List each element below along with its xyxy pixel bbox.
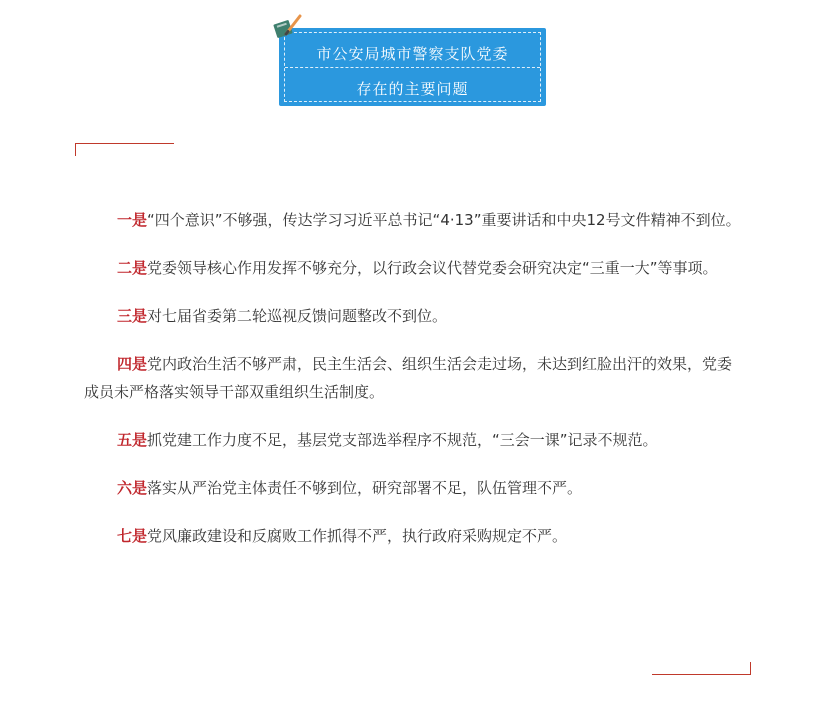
page-subtitle: 存在的主要问题 [356,80,469,98]
item-lead: 五是 [117,431,148,449]
item-text: 党委领导核心作用发挥不够充分，以行政会议代替党委会研究决定“三重一大”等事项。 [147,259,718,277]
page-title: 市公安局城市警察支队党委 [316,45,509,63]
list-item [84,426,744,454]
item-lead: 三是 [117,307,148,325]
item-lead: 二是 [117,259,148,277]
item-text: 抓党建工作力度不足，基层党支部选举程序不规范，“三会一课”记录不规范。 [147,431,658,449]
corner-decoration-bottom-right [652,662,751,675]
list-item [84,302,744,330]
title-banner [279,28,546,106]
item-text: 落实从严治党主体责任不够到位，研究部署不足，队伍管理不严。 [147,479,583,497]
item-lead: 四是 [117,355,148,373]
item-lead: 六是 [117,479,148,497]
item-text: 党内政治生活不够严肃，民主生活会、组织生活会走过场，未达到红脸出汗的效果，党委成员未严格落实领导干部双重组织生活制度。 [84,355,733,401]
list-item [84,254,744,282]
list-item [84,522,744,550]
list-item [84,350,744,406]
problem-list [84,206,744,570]
pencil-book-icon [272,12,304,42]
title-divider [285,67,540,68]
item-text: 对七届省委第二轮巡视反馈问题整改不到位。 [147,307,448,325]
item-text: “四个意识”不够强，传达学习习近平总书记“4·13”重要讲话和中央12号文件精神不到位。 [147,211,741,229]
corner-decoration-top-left [75,143,174,156]
title-banner-inner [284,32,541,102]
list-item [84,474,744,502]
item-text: 党风廉政建设和反腐败工作抓得不严，执行政府采购规定不严。 [147,527,568,545]
item-lead: 一是 [117,211,148,229]
item-lead: 七是 [117,527,148,545]
list-item [84,206,744,234]
